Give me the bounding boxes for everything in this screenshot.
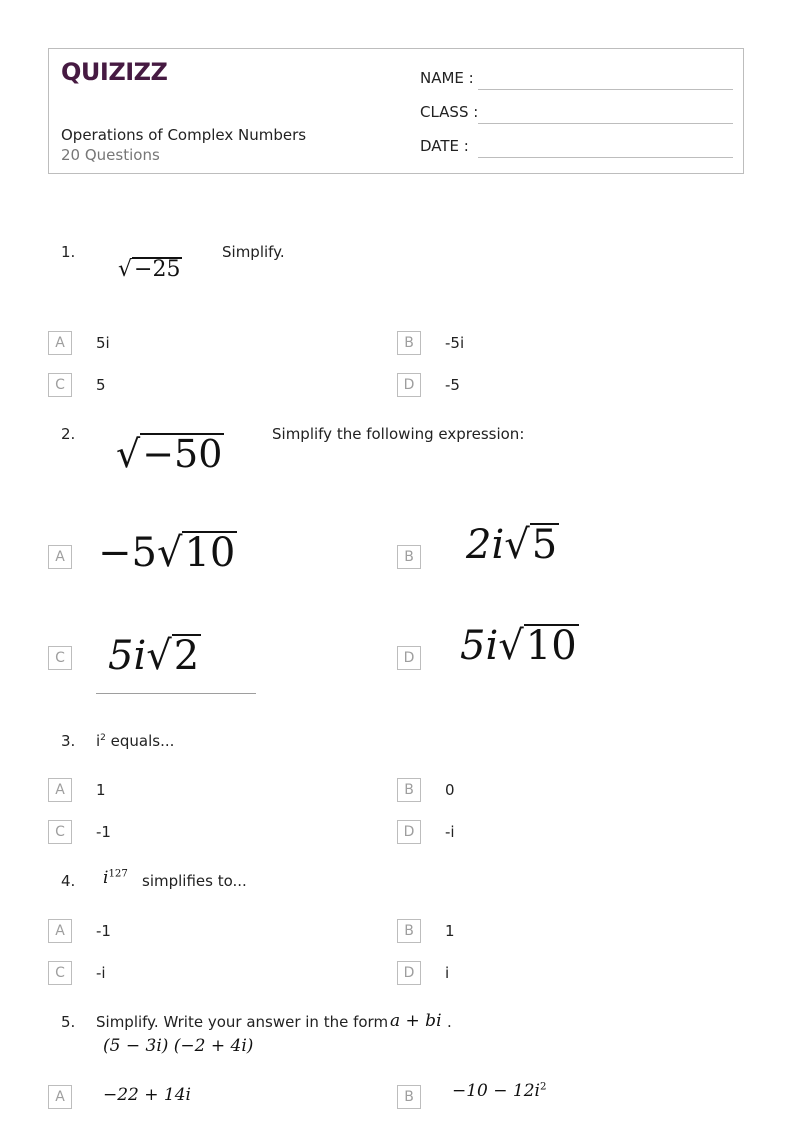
date-label: DATE :: [420, 137, 469, 155]
prompt-period: .: [447, 1013, 452, 1031]
date-field[interactable]: [478, 157, 733, 158]
option-text: 0: [445, 781, 455, 799]
question-expression: √−25: [118, 257, 181, 282]
exponent: 127: [108, 868, 128, 880]
prompt-text: equals...: [105, 732, 175, 750]
base: i: [103, 868, 109, 888]
question-count: 20 Questions: [61, 146, 160, 164]
exponent: 2: [100, 733, 106, 743]
option-text: 5: [96, 376, 106, 394]
name-field[interactable]: [478, 89, 733, 90]
coefficient: −5: [98, 530, 157, 576]
option-letter-box[interactable]: A: [48, 331, 72, 355]
question-number: 3.: [61, 732, 76, 750]
option-letter-box[interactable]: B: [397, 919, 421, 943]
option-expression: 5i√2: [108, 633, 200, 679]
radicand: −50: [142, 432, 223, 476]
option-text: -i: [96, 964, 106, 982]
option-expression: 5i√10: [460, 623, 577, 669]
question-prompt: Simplify the following expression:: [272, 425, 525, 443]
question-number: 4.: [61, 872, 76, 890]
option-letter-box[interactable]: A: [48, 919, 72, 943]
class-field[interactable]: [478, 123, 733, 124]
option-letter-box[interactable]: D: [397, 373, 421, 397]
question-expression: (5 − 3i) (−2 + 4i): [103, 1036, 254, 1056]
option-expression: −5√10: [98, 530, 236, 576]
option-text: -1: [96, 823, 111, 841]
name-label: NAME :: [420, 69, 474, 87]
worksheet-title: Operations of Complex Numbers: [61, 126, 307, 144]
option-text: -i: [445, 823, 455, 841]
option-text: -1: [96, 922, 111, 940]
radicand: 10: [184, 530, 236, 576]
expression-text: −10 − 12i: [452, 1081, 540, 1101]
option-letter-box[interactable]: C: [48, 646, 72, 670]
option-letter-box[interactable]: B: [397, 1085, 421, 1109]
option-letter-box[interactable]: C: [48, 820, 72, 844]
option-expression: −22 + 14i: [103, 1085, 191, 1105]
class-label: CLASS :: [420, 103, 479, 121]
radicand: −25: [134, 257, 181, 282]
divider-line: [96, 693, 256, 694]
radicand: 2: [173, 633, 200, 679]
option-letter-box[interactable]: C: [48, 373, 72, 397]
option-text: 1: [445, 922, 455, 940]
option-letter-box[interactable]: A: [48, 545, 72, 569]
option-letter-box[interactable]: A: [48, 778, 72, 802]
question-number: 5.: [61, 1013, 76, 1031]
question-prompt: Simplify.: [222, 243, 285, 261]
option-text: 1: [96, 781, 106, 799]
coefficient: 5i: [460, 623, 499, 669]
question-number: 1.: [61, 243, 76, 261]
answer-form: a + bi: [390, 1011, 442, 1031]
radicand: 10: [525, 623, 577, 669]
option-letter-box[interactable]: B: [397, 545, 421, 569]
question-prompt: Simplify. Write your answer in the form: [96, 1013, 389, 1031]
exponent: 2: [540, 1081, 547, 1093]
option-letter-box[interactable]: A: [48, 1085, 72, 1109]
question-prompt: simplifies to...: [142, 872, 247, 890]
coefficient: 2i: [466, 522, 505, 568]
option-text: -5i: [445, 334, 465, 352]
option-text: i: [445, 964, 450, 982]
question-expression: √−50: [116, 432, 223, 476]
question-number: 2.: [61, 425, 76, 443]
option-expression: [452, 1081, 546, 1101]
option-text: -5: [445, 376, 460, 394]
option-letter-box[interactable]: D: [397, 961, 421, 985]
option-letter-box[interactable]: C: [48, 961, 72, 985]
option-text: 5i: [96, 334, 110, 352]
option-letter-box[interactable]: D: [397, 646, 421, 670]
option-expression: 2i√5: [466, 522, 558, 568]
radicand: 5: [531, 522, 558, 568]
option-letter-box[interactable]: D: [397, 820, 421, 844]
option-letter-box[interactable]: B: [397, 331, 421, 355]
option-letter-box[interactable]: B: [397, 778, 421, 802]
question-expression: [103, 868, 128, 888]
coefficient: 5i: [108, 633, 147, 679]
question-prompt: [96, 732, 174, 750]
base: i: [96, 732, 101, 750]
quizizz-logo: QUIZIZZ: [61, 58, 168, 86]
